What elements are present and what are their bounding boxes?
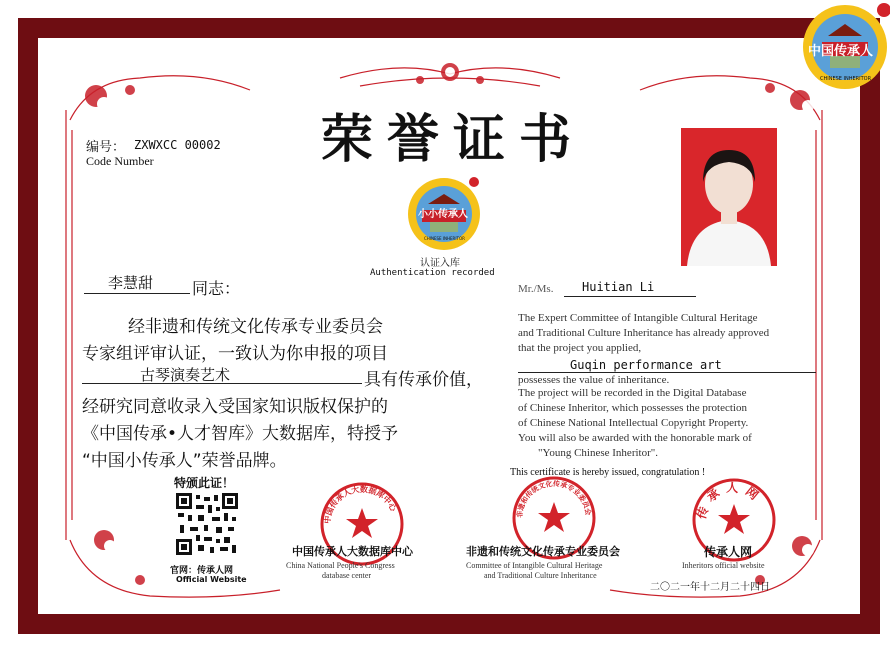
qr-caption-cn: 官网：传承人网 (170, 566, 234, 576)
badge-subtext: CHINESE INHERITOR (424, 236, 465, 241)
badge-text: 小小传承人 (418, 209, 468, 220)
issue-date: 二〇二一年十二月二十四日 (650, 582, 770, 593)
issued-text: This certificate is hereby issued, congratulation ! (510, 467, 706, 478)
org1-name-en-1: China National People's Congress (286, 561, 395, 570)
body-en-line1: The Expert Committee of Intangible Cultural Heritage (518, 312, 758, 324)
body-en-line2: and Traditional Culture Inheritance has already approved (518, 327, 770, 339)
project-underline-en (518, 372, 816, 373)
recipient-name-cn: 李慧甜 (108, 274, 154, 292)
portrait-photo (681, 128, 777, 266)
corner-logo-text: 中国传承人 (808, 44, 874, 59)
body-cn-line2: 专家组评审认证，一致认为你申报的项目 (82, 344, 388, 364)
en-title-prefix: Mr./Ms. (518, 283, 554, 295)
project-cn: 古琴演奏艺术 (140, 366, 231, 384)
body-en-line8: You will also be awarded with the honorable mark of (518, 432, 752, 444)
seal-committee-text: 非遗和传统文化传承专业委员会 (515, 479, 593, 519)
org3-name-en: Inheritors official website (682, 561, 765, 570)
body-cn-line5: 《中国传承•人才智库》大数据库，特授予 (82, 424, 399, 444)
name-underline-en (564, 296, 696, 297)
body-en-line6: of Chinese Inheritor, which possesses the protection (518, 402, 747, 414)
auth-en: Authentication recorded (370, 268, 495, 278)
body-en-line7: of Chinese National Intellectual Copyright Property. (518, 417, 749, 429)
recipient-name-en: Huitian Li (582, 280, 655, 294)
body-cn-line1: 经非遗和传统文化传承专业委员会 (128, 317, 383, 337)
seal-database-center-text: 中国传承人大数据库中心 (322, 484, 398, 525)
body-cn-line6: “中国小传承人”荣誉品牌。 (82, 451, 287, 471)
code-label-cn: 编号： (86, 140, 126, 155)
code-value: ZXWXCC 00002 (134, 138, 221, 152)
qr-code (176, 493, 238, 555)
org1-name-cn: 中国传承人大数据库中心 (292, 545, 413, 558)
name-suffix-cn: 同志： (192, 279, 241, 298)
certificate-title: 荣誉证书 (320, 109, 585, 170)
code-label-en: Code Number (86, 154, 154, 168)
body-cn-line4: 经研究同意收录入受国家知识版权保护的 (82, 397, 388, 417)
body-en-line9: "Young Chinese Inheritor". (538, 447, 658, 459)
auth-cn: 认证入库 (420, 258, 460, 269)
org3-name-cn: 传承人网 (704, 545, 753, 559)
seal-website-text: 传承人网 (694, 480, 766, 521)
body-en-line3: that the project you applied, (518, 342, 642, 354)
org2-name-cn: 非遗和传统文化传承专业委员会 (466, 545, 620, 558)
org2-name-en-2: and Traditional Culture Inheritance (484, 571, 597, 580)
project-underline-cn (82, 383, 362, 384)
body-en-line4: possesses the value of inheritance. (518, 374, 670, 386)
body-en-line5: The project will be recorded in the Digital Database (518, 387, 747, 399)
project-en: Guqin performance art (570, 358, 722, 372)
qr-pattern (176, 493, 238, 555)
portrait-silhouette (681, 128, 777, 266)
org2-name-en-1: Committee of Intangible Cultural Heritage (466, 561, 603, 570)
corner-logo-subtext: CHINESE INHERITOR (820, 76, 872, 82)
name-underline-cn (84, 293, 190, 294)
body-cn-line3: 具有传承价值， (364, 370, 483, 390)
special-issue: 特颁此证！ (174, 476, 235, 490)
qr-caption-en: Official Website (176, 575, 247, 584)
org1-name-en-2: database center (322, 571, 372, 580)
